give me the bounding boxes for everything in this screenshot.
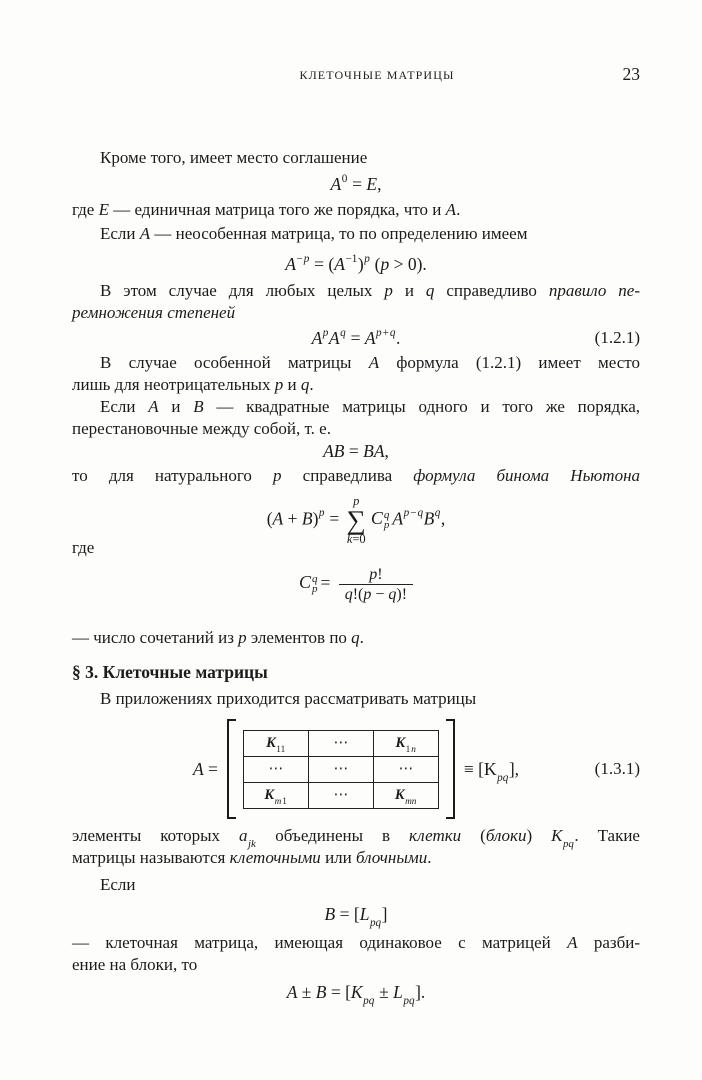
- matrix-bracket-left: [227, 719, 236, 819]
- text-line: Если: [100, 875, 136, 894]
- text-line: — клеточная матрица, имеющая одинаковое с матрицей A разби-: [72, 933, 640, 952]
- display-formula: [72, 902, 640, 930]
- formula-content: C q p = $\frac{p!}{q!(p - q)!}$: [299, 565, 413, 604]
- block-matrix-grid: [243, 730, 439, 809]
- matrix-cell: ⋯: [373, 756, 438, 782]
- page-number: 23: [622, 64, 640, 84]
- matrix-cell: ⋯: [308, 730, 373, 756]
- formula-content: $(A + B)^p$ = p ∑ k=0 C q p $A^{p-q}B^q$,: [266, 493, 446, 546]
- formula-content: $A^0 = E$,: [330, 173, 382, 194]
- display-formula: [72, 172, 640, 196]
- text-line: — число сочетаний из p элементов по q.: [72, 628, 364, 647]
- display-formula: [72, 326, 640, 350]
- matrix-cell: $K_{mn}$: [373, 782, 438, 808]
- text-line: ение на блоки, то: [72, 955, 198, 974]
- text-line: перестановочные между собой, т. е.: [72, 419, 331, 438]
- text-line: где: [72, 538, 95, 557]
- display-formula: [72, 559, 640, 609]
- matrix-cell: $K_{11}$: [243, 730, 308, 756]
- display-formula: [72, 251, 640, 277]
- matrix-cell: $K_{1n}$: [373, 730, 438, 756]
- matrix-bracket-right: [446, 719, 455, 819]
- display-formula: [72, 493, 640, 547]
- binomial-coefficient: C q p: [298, 572, 318, 595]
- display-formula: [72, 440, 640, 462]
- text-line: ремножения степеней: [72, 303, 236, 322]
- matrix-cell: $K_{m1}$: [243, 782, 308, 808]
- matrix-cell: ⋯: [308, 782, 373, 808]
- text-line: Если A и B — квадратные матрицы одного и того же порядка,: [100, 397, 640, 416]
- formula-content: $A^{-p} = (A^{-1})^p$ (p > 0).: [285, 253, 427, 274]
- summation-operator: p ∑ k=0: [346, 493, 366, 546]
- matrix-equation: [72, 717, 640, 821]
- text-column: [72, 0, 640, 1008]
- text-line: В этом случае для любых целых p и q справедливо правило пе-: [100, 281, 640, 300]
- formula-content: $B = [L_{pq}]$: [324, 904, 388, 930]
- display-formula: [72, 979, 640, 1008]
- formula-content: $A^pA^q = A^{p+q}$.: [311, 327, 401, 348]
- formula-content: AB = BA,: [323, 441, 389, 461]
- running-head: КЛЕТОЧНЫЕ МАТРИЦЫ: [299, 68, 455, 82]
- binomial-coefficient: C q p: [370, 508, 390, 531]
- formula-content: $A \pm B = [K_{pq} \pm L_{pq}]$.: [286, 982, 426, 1008]
- matrix-rhs: ≡ $[K_{pq}]$,: [463, 758, 520, 784]
- section-heading: § 3. Клеточные матрицы: [72, 662, 268, 682]
- text-line: Если A — неособенная матрица, то по определению имеем: [100, 224, 528, 243]
- text-line: матрицы называются клеточными или блочными.: [72, 848, 432, 867]
- equation-tag: (1.3.1): [594, 759, 640, 778]
- matrix-lhs: A =: [192, 758, 218, 779]
- matrix-cell: ⋯: [308, 756, 373, 782]
- matrix-cell: ⋯: [243, 756, 308, 782]
- text-line: В приложениях приходится рассматривать матрицы: [100, 689, 477, 708]
- text-line: где E — единичная матрица того же порядка, что и A.: [72, 200, 461, 219]
- text-line: элементы которых $a_{jk}$ объединены в клетки (блоки) $K_{pq}$. Такие: [72, 826, 640, 851]
- text-line: Кроме того, имеет место соглашение: [100, 148, 368, 167]
- equation-tag: (1.2.1): [594, 328, 640, 347]
- text-line: В случае особенной матрицы A формула (1.2.1) имеет место: [100, 353, 640, 372]
- text-line: то для натурального p справедлива формула бинома Ньютона: [72, 466, 640, 485]
- fraction: $\frac{p!}{q!(p - q)!}$: [339, 565, 413, 604]
- text-line: лишь для неотрицательных p и q.: [72, 375, 314, 394]
